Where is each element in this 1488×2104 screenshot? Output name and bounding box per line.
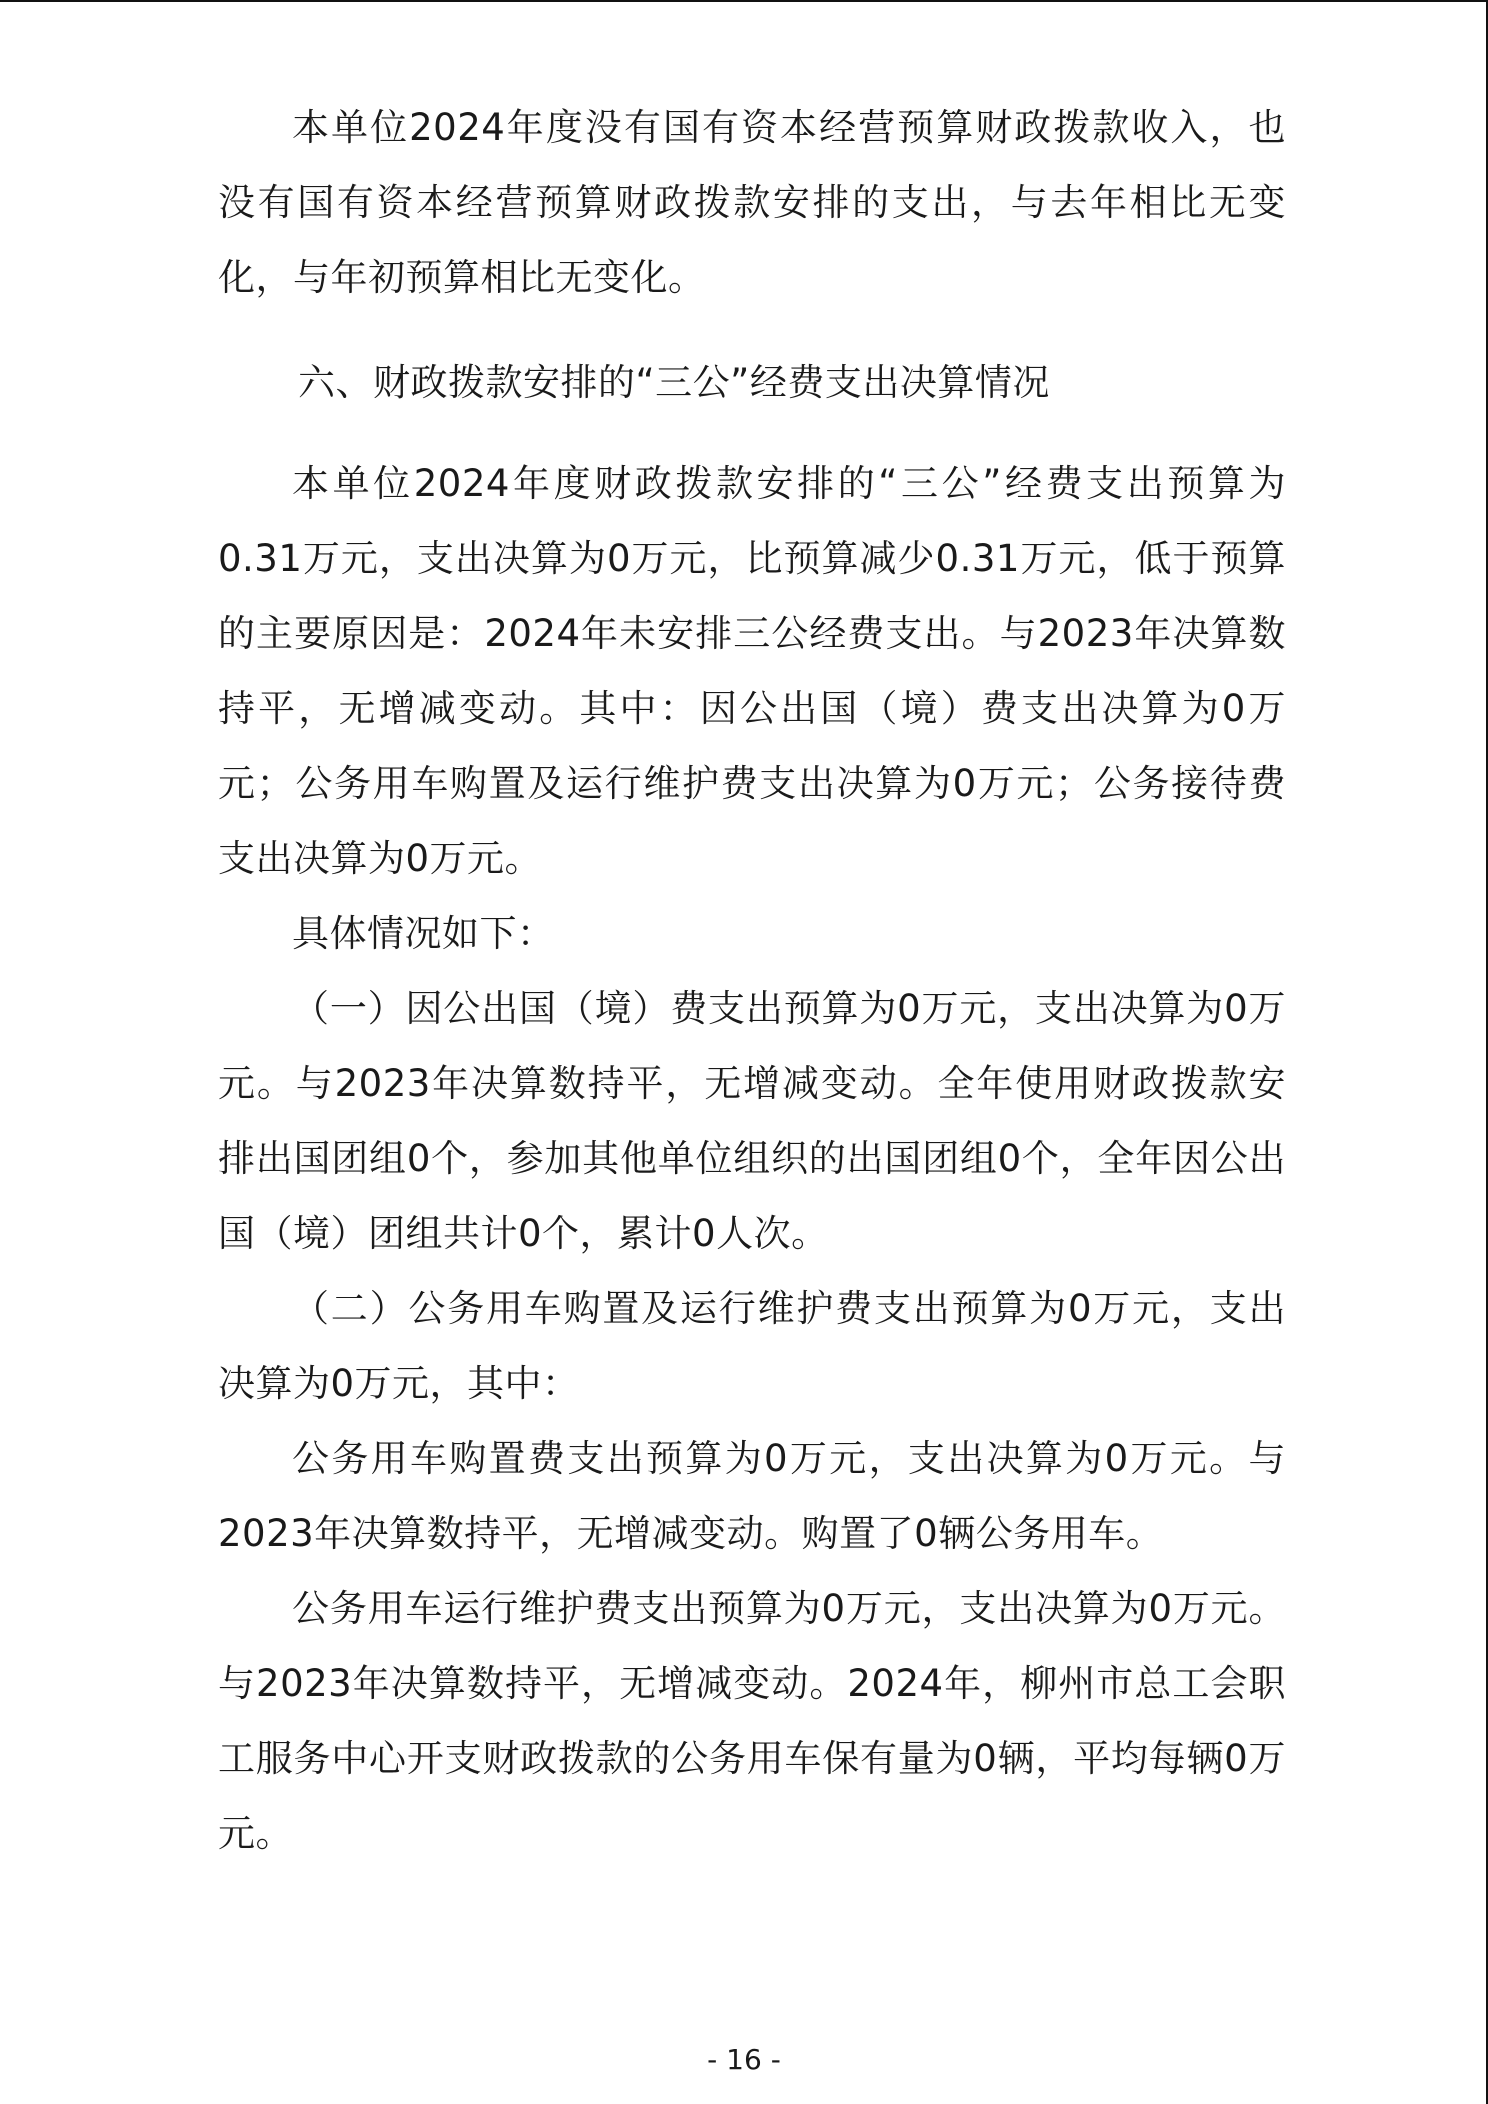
details-intro-paragraph: 具体情况如下： [292,912,555,955]
vehicle-purchase-paragraph: 公务用车购置费支出预算为0万元，支出决算为0万元。与2023年决算数持平，无增减变动。购置了0辆公务用车。 [218,1437,1286,1555]
page-number: - 16 - [707,2043,781,2076]
summary-paragraph: 本单位2024年度财政拨款安排的“三公”经费支出预算为0.31万元，支出决算为0万元，比预算减少0.31万元，低于预算的主要原因是：2024年未安排三公经费支出。与2023年决算数持平，无增减变动。其中：因公出国（境）费支出决算为0万元；公务用车购置及运行维护费支出决算为0万元；公务接待费支出决算为0万元。 [218,462,1286,880]
vehicle-maintenance-paragraph: 公务用车运行维护费支出预算为0万元，支出决算为0万元。与2023年决算数持平，无增减变动。2024年，柳州市总工会职工服务中心开支财政拨款的公务用车保有量为0辆，平均每辆0万元。 [218,1587,1286,1855]
document-page [218,90,1286,1871]
vehicle-expense-paragraph: （二）公务用车购置及运行维护费支出预算为0万元，支出决算为0万元，其中： [218,1287,1286,1405]
intro-paragraph: 本单位2024年度没有国有资本经营预算财政拨款收入，也没有国有资本经营预算财政拨款安排的支出，与去年相比无变化，与年初预算相比无变化。 [218,106,1286,299]
section-heading: 六、财政拨款安排的“三公”经费支出决算情况 [298,361,1050,404]
overseas-expense-paragraph: （一）因公出国（境）费支出预算为0万元，支出决算为0万元。与2023年决算数持平，无增减变动。全年使用财政拨款安排出国团组0个，参加其他单位组织的出国团组0个，全年因公出国（境）团组共计0个，累计0人次。 [218,987,1286,1255]
page-top-border [0,0,1488,2]
